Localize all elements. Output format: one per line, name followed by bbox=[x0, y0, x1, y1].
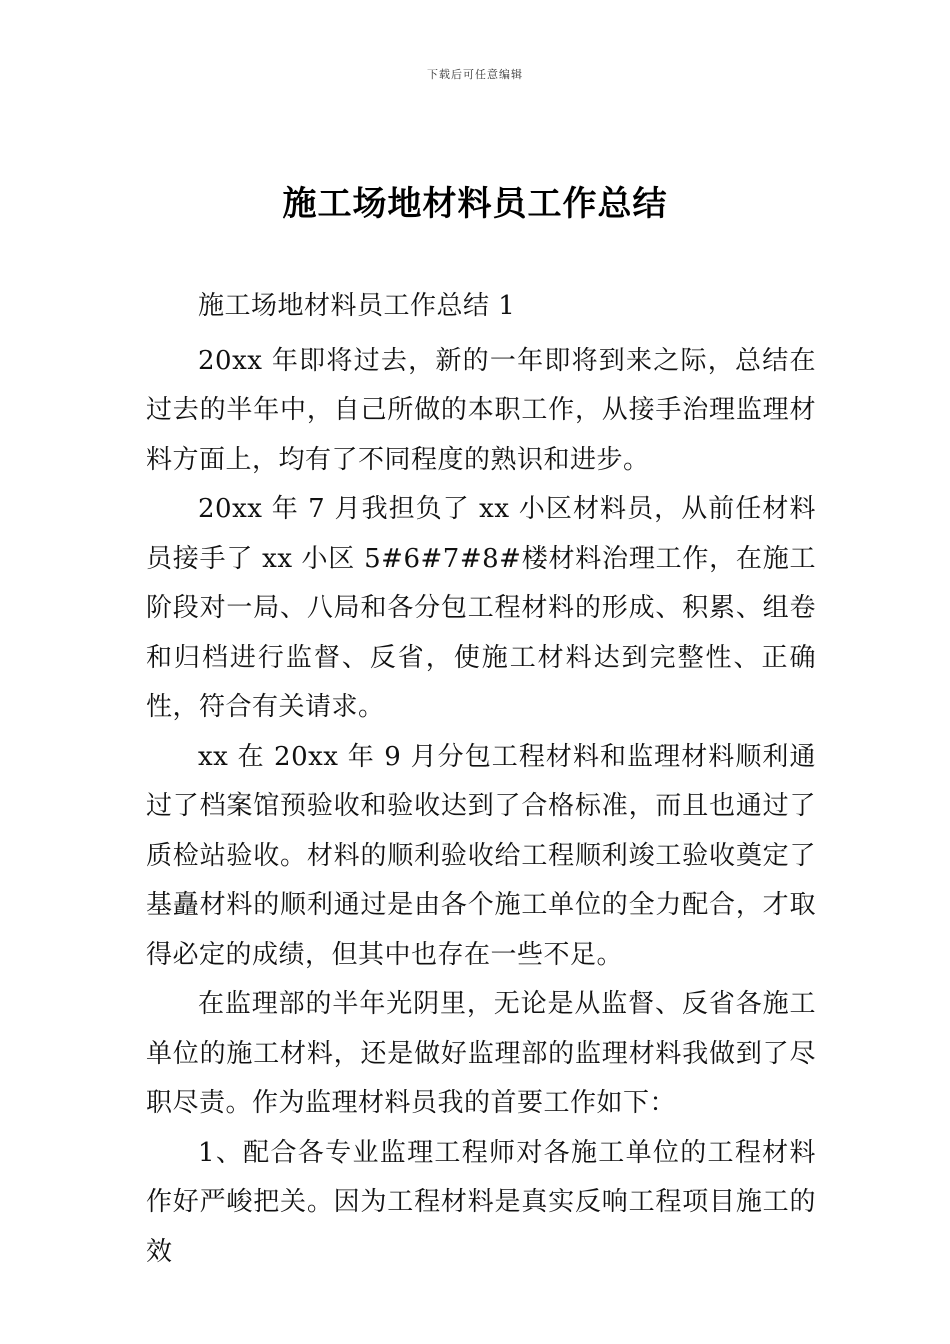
section-subtitle: 施工场地材料员工作总结 1 bbox=[198, 291, 516, 321]
paragraph: 1、配合各专业监理工程师对各施工单位的工程材料作好严峻把关。因为工程材料是真实反响工程项目施工的效 bbox=[146, 1137, 816, 1267]
paragraph: xx 在 20xx 年 9 月分包工程材料和监理材料顺利通过了档案馆预验收和验收达到了合格标准，而且也通过了质检站验收。材料的顺利验收给工程顺利竣工验收奠定了基矗材料的顺利通过是由各个施工单位的全力配合，才取得必定的成绩，但其中也存在一些不足。 bbox=[146, 741, 816, 970]
document-body bbox=[146, 282, 816, 1277]
paragraph: 20xx 年即将过去，新的一年即将到来之际，总结在过去的半年中，自己所做的本职工作，从接手治理监理材料方面上，均有了不同程度的熟识和进步。 bbox=[146, 345, 816, 475]
header-note: 下载后可任意编辑 bbox=[427, 68, 523, 81]
paragraph: 20xx 年 7 月我担负了 xx 小区材料员，从前任材料员接手了 xx 小区 5#6#7#8#楼材料治理工作，在施工阶段对一局、八局和各分包工程材料的形成、积累、组卷和归档进行监督、反省，使施工材料达到完整性、正确性，符合有关请求。 bbox=[146, 494, 816, 722]
paragraph: 在监理部的半年光阴里，无论是从监督、反省各施工单位的施工材料，还是做好监理部的监理材料我做到了尽职尽责。作为监理材料员我的首要工作如下： bbox=[146, 989, 816, 1118]
document-title: 施工场地材料员工作总结 bbox=[282, 184, 668, 224]
